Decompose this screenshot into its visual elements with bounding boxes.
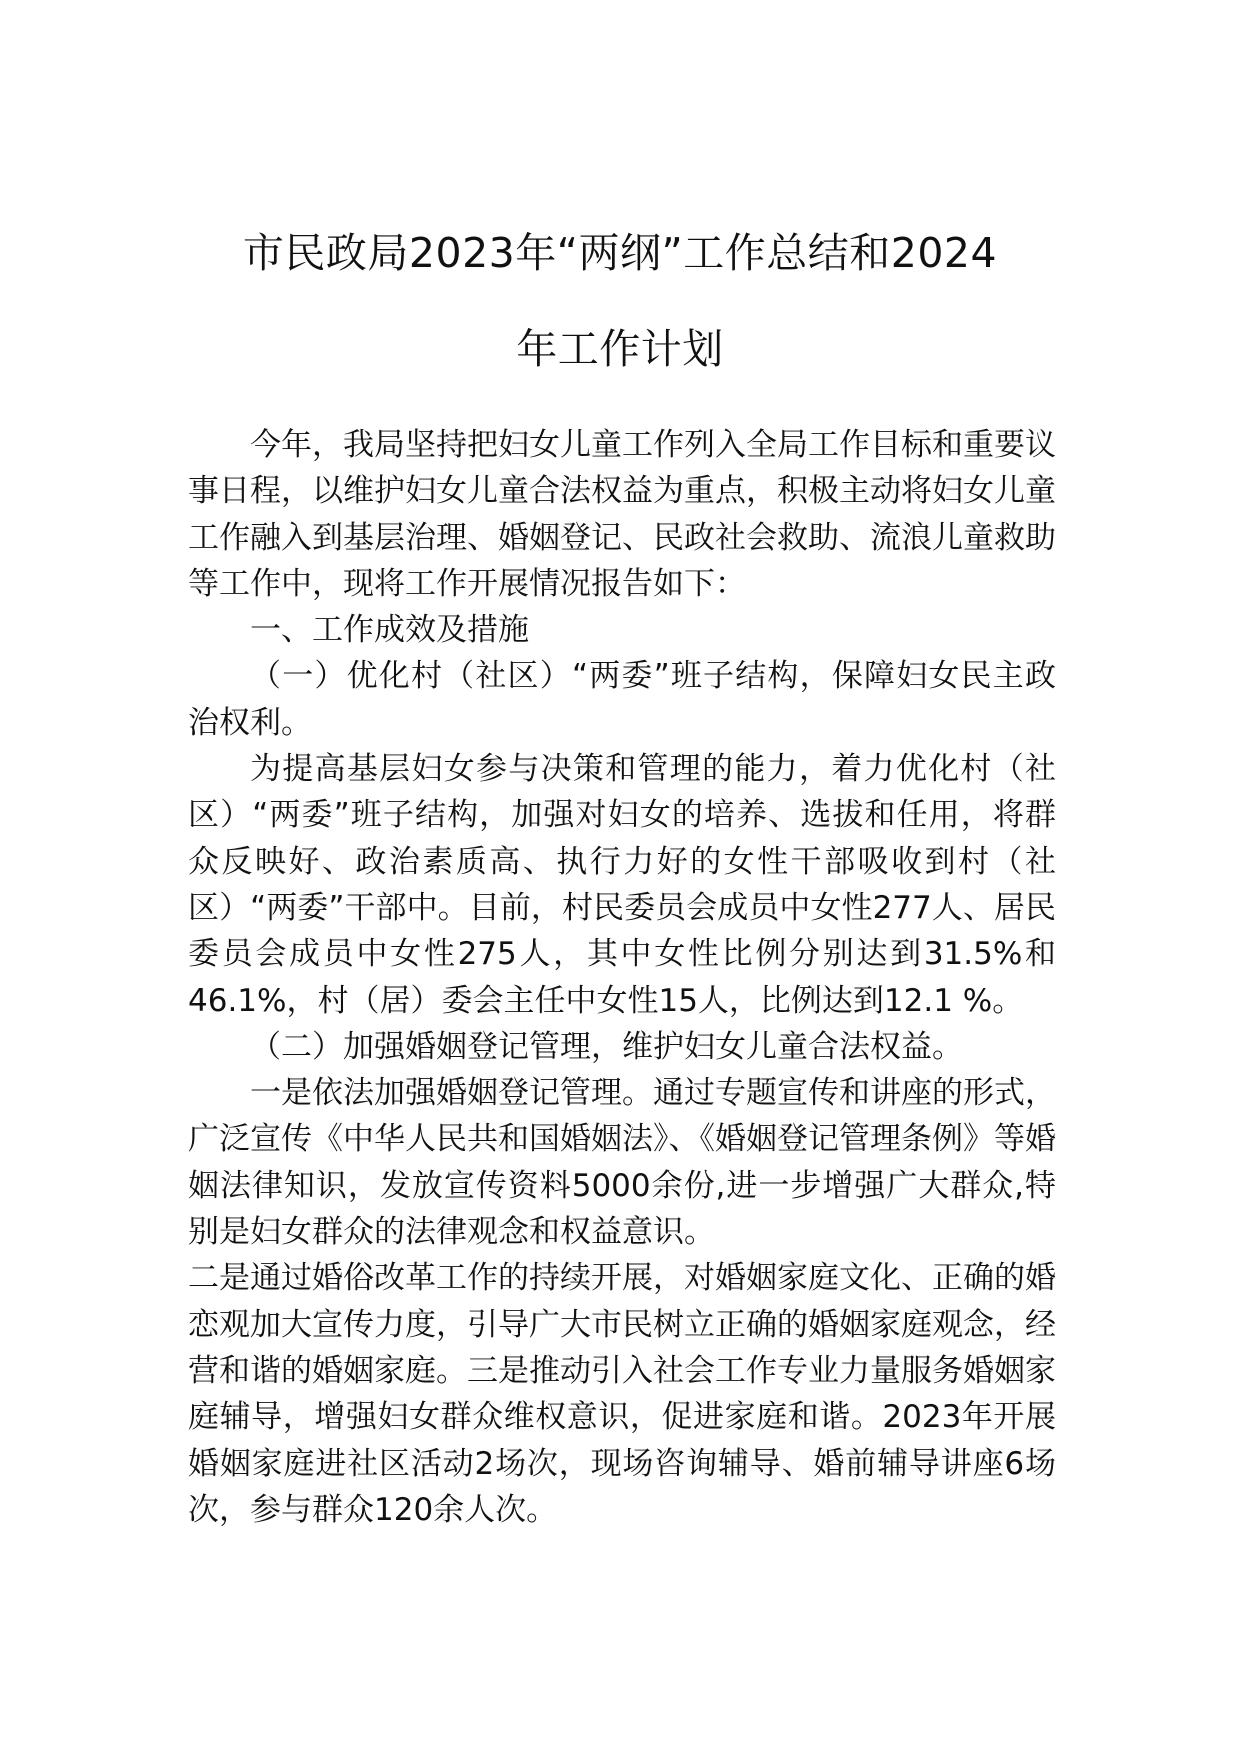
- subsection-heading-1: （一）优化村（社区）“两委”班子结构，保障妇女民主政治权利。: [188, 658, 1056, 741]
- title-line-1: 市民政局2023年“两纲”工作总结和2024: [242, 229, 998, 277]
- document-title: [160, 205, 1080, 397]
- intro-paragraph: 今年，我局坚持把妇女儿童工作列入全局工作目标和重要议事日程，以维护妇女儿童合法权益为重点，积极主动将妇女儿童工作融入到基层治理、婚姻登记、民政社会救助、流浪儿童救助等工作中，现将工作开展情况报告如下：: [188, 427, 1056, 602]
- document-body: [188, 422, 1056, 1533]
- body-paragraph: 二是通过婚俗改革工作的持续开展，对婚姻家庭文化、正确的婚恋观加大宣传力度，引导广大市民树立正确的婚姻家庭观念，经营和谐的婚姻家庭。三是推动引入社会工作专业力量服务婚姻家庭辅导，增强妇女群众维权意识，促进家庭和谐。2023年开展婚姻家庭进社区活动2场次，现场咨询辅导、婚前辅导讲座6场次，参与群众120余人次。: [188, 1260, 1056, 1528]
- body-paragraph: 一是依法加强婚姻登记管理。通过专题宣传和讲座的形式，广泛宣传《中华人民共和国婚姻法》、《婚姻登记管理条例》等婚姻法律知识，发放宣传资料5000余份,进一步增强广大群众,特别是妇女群众的法律观念和权益意识。: [188, 1075, 1056, 1251]
- body-paragraph: 为提高基层妇女参与决策和管理的能力，着力优化村（社区）“两委”班子结构，加强对妇女的培养、选拔和任用，将群众反映好、政治素质高、执行力好的女性干部吸收到村（社区）“两委”干部中。目前，村民委员会成员中女性277人、居民委员会成员中女性275人，其中女性比例分别达到31.5%和46.1%，村（居）委会主任中女性15人，比例达到12.1 %。: [188, 751, 1056, 1019]
- section-heading-1: 一、工作成效及措施: [250, 612, 529, 649]
- title-line-2: 年工作计划: [516, 325, 724, 373]
- subsection-heading-2: （二）加强婚姻登记管理，维护妇女儿童合法权益。: [250, 1028, 963, 1065]
